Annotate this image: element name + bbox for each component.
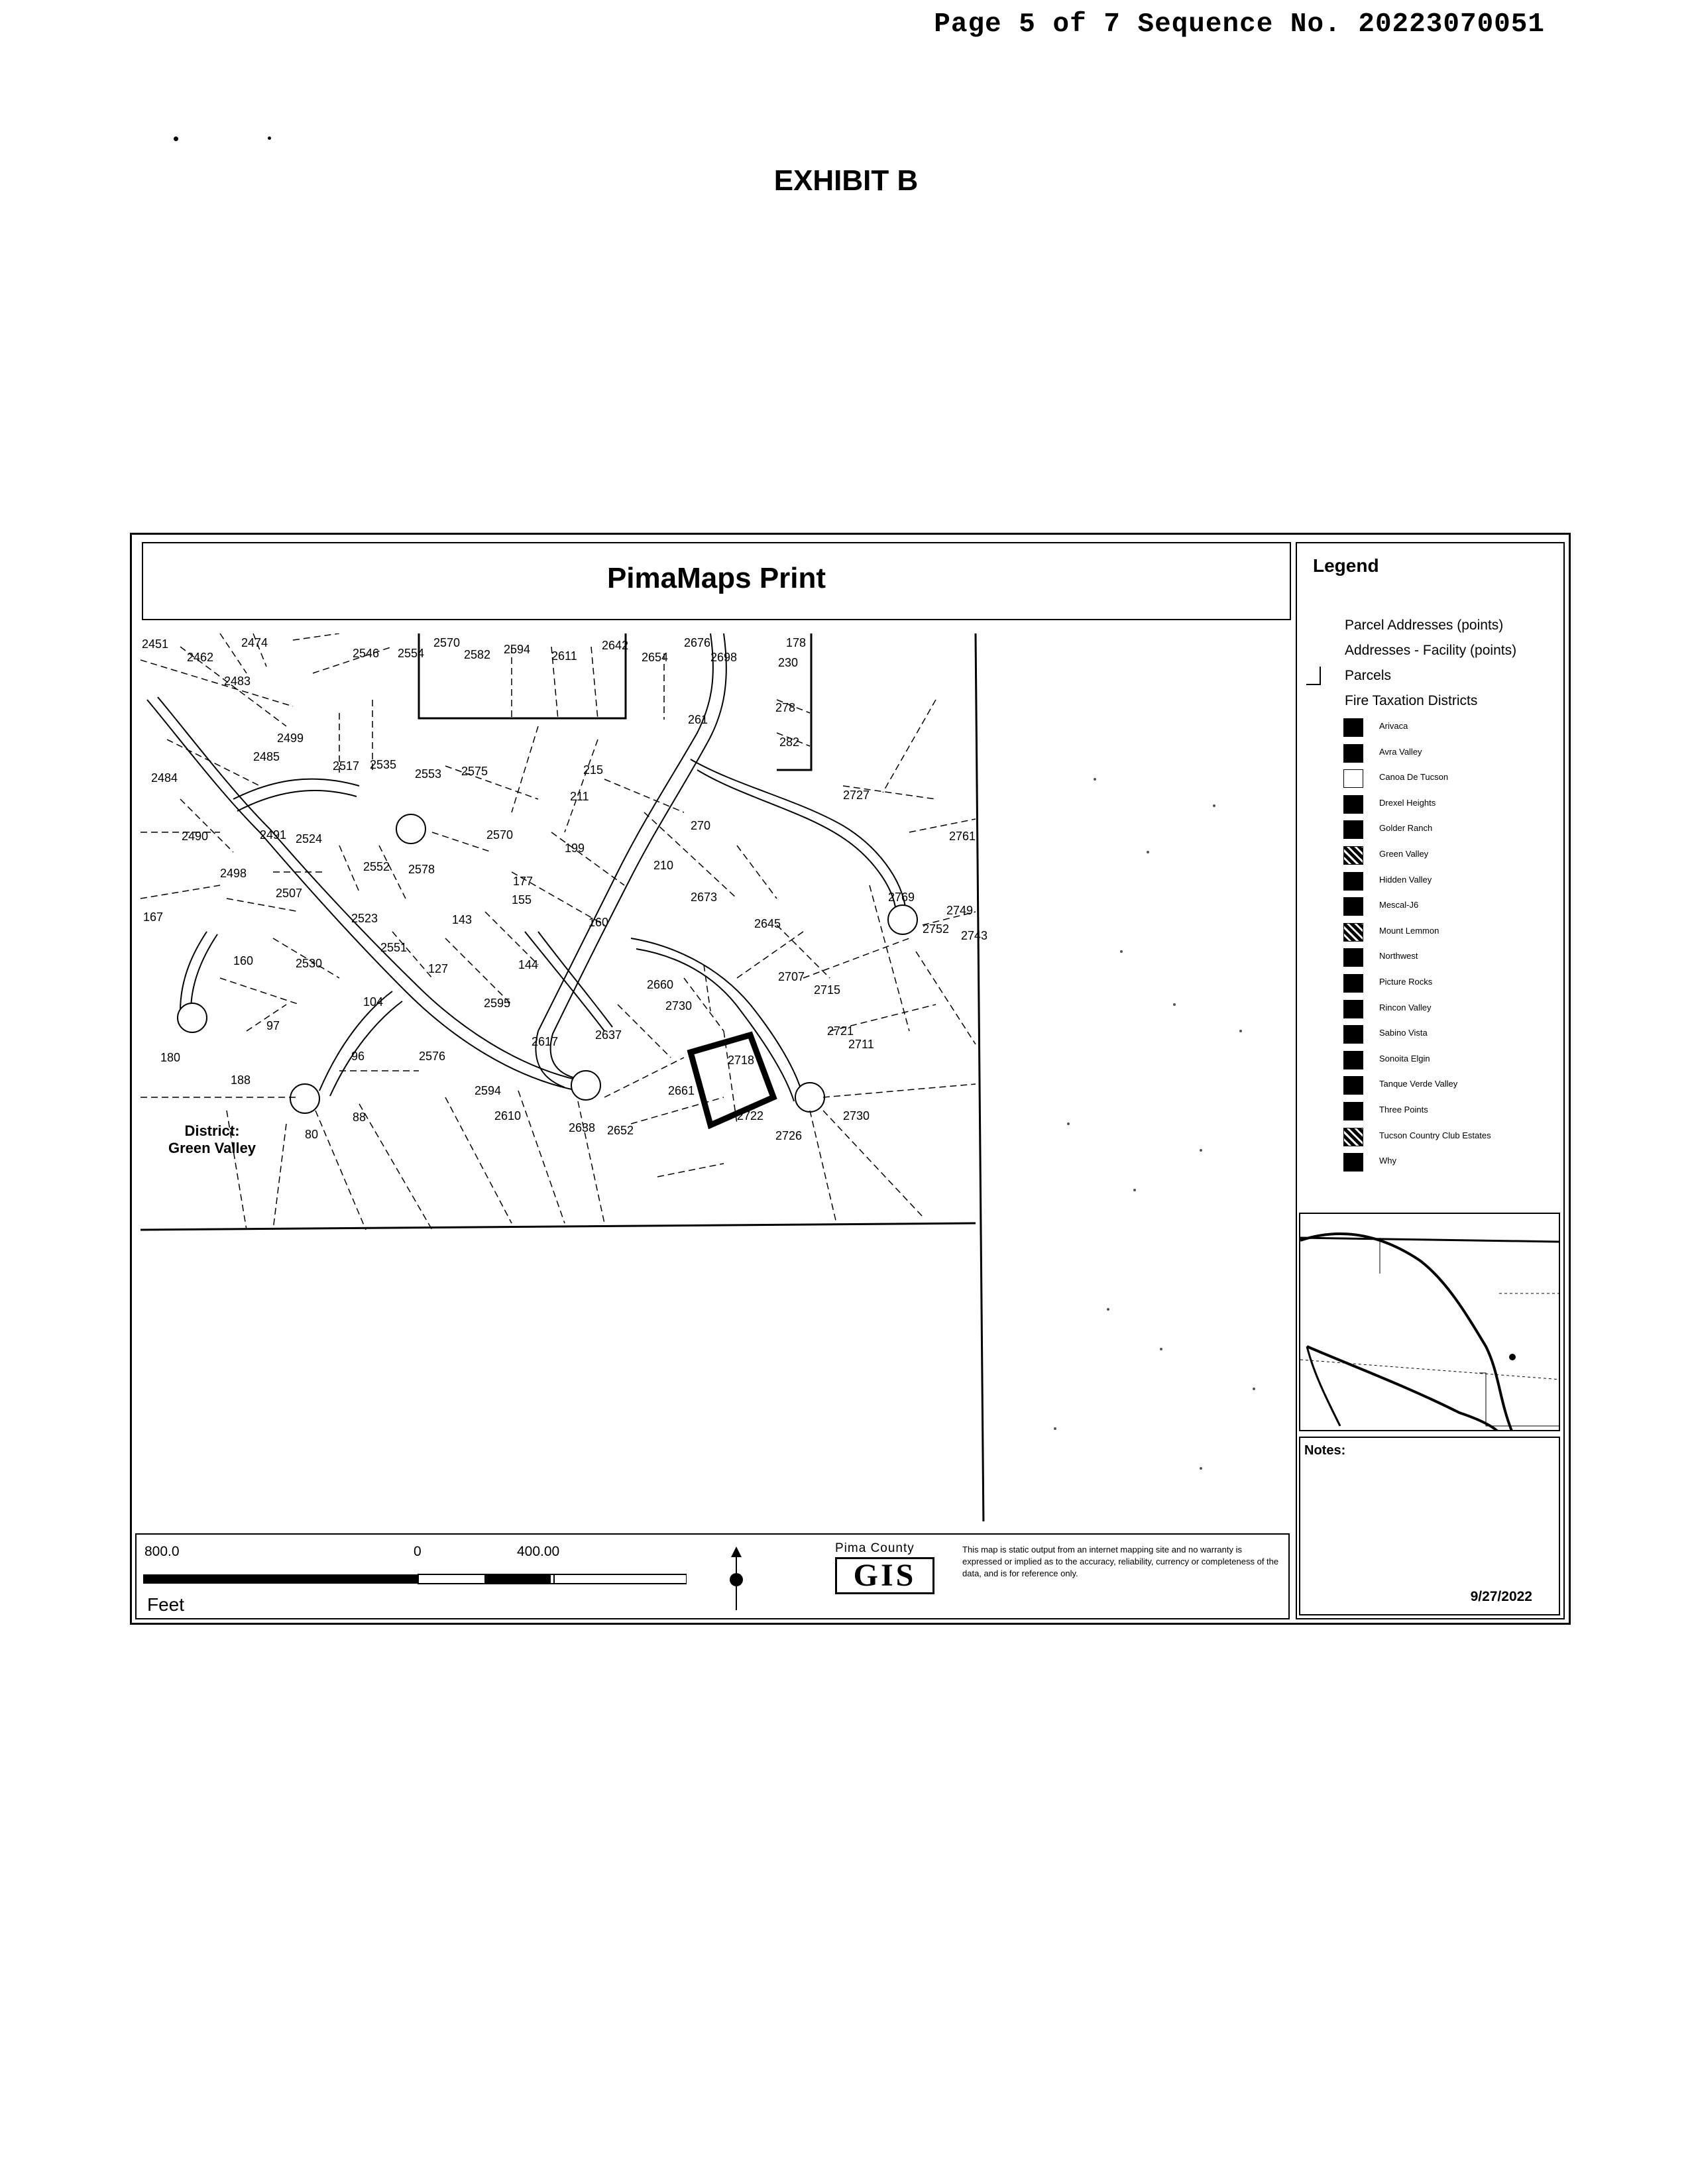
legend-item: [1343, 769, 1555, 788]
parcel-label-2769: 2769: [888, 891, 915, 904]
parcel-label-127: 127: [428, 962, 449, 975]
parcel-label-2530: 2530: [296, 957, 323, 970]
legend-item-label: Northwest: [1379, 951, 1418, 961]
parcel-label-2535: 2535: [370, 758, 397, 771]
parcel-label-2749: 2749: [946, 904, 974, 917]
scale-unit-label: Feet: [147, 1594, 185, 1615]
legend-item-label: Why: [1379, 1156, 1396, 1166]
parcel-label-144: 144: [518, 958, 539, 971]
parcel-label-180: 180: [160, 1051, 181, 1064]
raster-noise: [1054, 778, 1255, 1470]
exhibit-title: EXHIBIT B: [773, 164, 919, 197]
parcel-label-230: 230: [778, 656, 799, 669]
legend-item: [1343, 1153, 1555, 1172]
legend-item: [1343, 846, 1555, 865]
parcel-label-2554: 2554: [398, 647, 425, 660]
parcel-label-88: 88: [353, 1111, 367, 1124]
legend-swatch-icon: [1343, 974, 1363, 993]
legend-item: [1343, 923, 1555, 942]
parcel-label-282: 282: [779, 736, 800, 749]
parcel-label-2726: 2726: [775, 1129, 803, 1142]
district-label-line: District:: [184, 1122, 240, 1139]
legend-line: Parcels: [1345, 668, 1392, 683]
legend-swatch-icon: [1343, 872, 1363, 891]
notes-label: Notes:: [1304, 1443, 1346, 1458]
parcel-label-2661: 2661: [668, 1084, 695, 1097]
parcel-label-188: 188: [231, 1073, 251, 1087]
scale-bar-panel: [135, 1533, 1290, 1619]
parcel-label-2517: 2517: [333, 759, 360, 773]
scale-tick-label: 800.0: [144, 1544, 180, 1559]
legend-swatch-icon: [1343, 948, 1363, 967]
parcel-label-2638: 2638: [569, 1121, 596, 1134]
legend-item-label: Sonoita Elgin: [1379, 1053, 1430, 1064]
parcel-label-2718: 2718: [728, 1054, 755, 1067]
parcel-label-270: 270: [691, 819, 711, 832]
parcel-label-2507: 2507: [276, 887, 303, 900]
parcel-label-160: 160: [233, 954, 254, 967]
parcel-label-2761: 2761: [949, 830, 976, 843]
parcel-label-2721: 2721: [827, 1024, 854, 1038]
legend-swatch-icon: [1343, 1076, 1363, 1095]
legend-item-label: Sabino Vista: [1379, 1028, 1428, 1038]
parcel-label-2645: 2645: [754, 917, 781, 930]
legend-item-label: Rincon Valley: [1379, 1002, 1432, 1012]
map-extent-line: [976, 633, 984, 1521]
overview-map-canvas: [1300, 1214, 1560, 1431]
parcel-label-2727: 2727: [843, 789, 870, 802]
legend-item: [1343, 974, 1555, 993]
legend-item: [1343, 1051, 1555, 1069]
parcel-label-2652: 2652: [607, 1124, 634, 1137]
legend-item: [1343, 718, 1555, 737]
parcel-label-2595: 2595: [484, 997, 511, 1010]
legend-line: Fire Taxation Districts: [1345, 693, 1478, 708]
legend-item: [1343, 1000, 1555, 1018]
parcel-label-167: 167: [143, 910, 164, 924]
parcel-label-2582: 2582: [464, 648, 491, 661]
legend-item: [1343, 897, 1555, 916]
map-title-box: [142, 542, 1291, 620]
parcel-label-80: 80: [305, 1128, 319, 1141]
pima-county-gis-logo: [832, 1541, 938, 1608]
parcel-label-2451: 2451: [142, 637, 169, 651]
legend-swatch-icon: [1343, 744, 1363, 763]
print-date: 9/27/2022: [1470, 1589, 1532, 1604]
legend-swatch-icon: [1343, 1153, 1363, 1172]
parcel-label-2578: 2578: [408, 863, 435, 876]
parcel-label-2484: 2484: [151, 771, 178, 785]
parcel-label-210: 210: [653, 859, 674, 872]
parcel-label-2722: 2722: [737, 1109, 764, 1122]
parcel-label-96: 96: [351, 1050, 365, 1063]
parcel-label-97: 97: [266, 1019, 280, 1032]
legend-item-label: Mount Lemmon: [1379, 925, 1439, 936]
legend-item: [1343, 1128, 1555, 1146]
cul-de-sacs: [178, 814, 917, 1113]
parcel-label-2660: 2660: [647, 978, 674, 991]
map-title: PimaMaps Print: [606, 562, 826, 594]
scale-bar: [143, 1568, 687, 1594]
legend-swatch-icon: [1343, 923, 1363, 942]
district-label-line: Green Valley: [168, 1140, 256, 1156]
legend-item-label: Drexel Heights: [1379, 797, 1436, 808]
parcel-map[interactable]: [141, 633, 1284, 1521]
parcel-label-2730: 2730: [843, 1109, 870, 1122]
parcel-label-2715: 2715: [814, 983, 841, 997]
parcel-label-143: 143: [452, 913, 473, 926]
parcel-label-2617: 2617: [532, 1035, 559, 1048]
legend-swatch-icon: [1343, 1128, 1363, 1146]
legend-swatch-icon: [1343, 795, 1363, 814]
page-sequence-header: Page 5 of 7 Sequence No. 20223070051: [934, 9, 1545, 40]
legend-item-label: Picture Rocks: [1379, 977, 1433, 987]
parcel-label-2698: 2698: [710, 651, 738, 664]
legend-item: [1343, 1025, 1555, 1044]
parcel-label-215: 215: [583, 763, 604, 777]
legend-swatch-icon: [1343, 846, 1363, 865]
scan-mark: [268, 136, 271, 140]
parcel-label-2575: 2575: [461, 765, 488, 778]
legend-item-label: Green Valley: [1379, 849, 1429, 859]
legend-swatch-icon: [1343, 820, 1363, 839]
parcel-label-2730: 2730: [665, 999, 693, 1012]
parcel-label-2594: 2594: [475, 1084, 502, 1097]
parcel-label-2570: 2570: [433, 636, 461, 649]
legend-swatch-icon: [1343, 718, 1363, 737]
parcel-label-104: 104: [363, 995, 384, 1009]
parcel-label-261: 261: [688, 713, 708, 726]
legend-item: [1343, 948, 1555, 967]
parcel-label-2570: 2570: [486, 828, 514, 842]
legend-item-label: Avra Valley: [1379, 746, 1422, 757]
parcel-label-2676: 2676: [684, 636, 711, 649]
parcel-map-canvas: [141, 633, 1284, 1521]
legend-item: [1343, 1102, 1555, 1120]
legend-item-label: Tucson Country Club Estates: [1379, 1130, 1491, 1140]
parcel-label-278: 278: [775, 701, 796, 714]
parcel-label-2546: 2546: [353, 647, 380, 660]
legend-item: [1343, 872, 1555, 891]
parcel-label-2637: 2637: [595, 1028, 622, 1042]
parcel-label-2491: 2491: [260, 828, 287, 842]
legend-swatch-icon: [1343, 897, 1363, 916]
parcel-label-2711: 2711: [848, 1038, 874, 1051]
parcel-label-2462: 2462: [187, 651, 214, 664]
parcel-label-2553: 2553: [415, 767, 442, 781]
legend-swatch-icon: [1343, 1102, 1363, 1120]
parcel-label-2654: 2654: [642, 651, 669, 664]
parcel-label-2499: 2499: [277, 732, 304, 745]
parcel-label-2552: 2552: [363, 860, 390, 873]
map-disclaimer: This map is static output from an internet mapping site and no warranty is expressed or implied as to the accuracy, reliability, currency or completeness of the data, and is for reference only.: [962, 1545, 1279, 1578]
legend-line: Addresses - Facility (points): [1345, 643, 1517, 658]
legend-item: [1343, 1076, 1555, 1095]
legend-item-label: Tanque Verde Valley: [1379, 1079, 1458, 1089]
legend-item: [1343, 820, 1555, 839]
parcel-label-2483: 2483: [224, 675, 251, 688]
agency-name: Pima County: [835, 1541, 915, 1555]
legend-item-label: Golder Ranch: [1379, 823, 1433, 834]
district-label: [166, 1122, 258, 1157]
parcel-label-2611: 2611: [551, 649, 577, 663]
legend-title: Legend: [1313, 555, 1379, 576]
legend-swatch-icon: [1343, 1025, 1363, 1044]
legend-swatch-icon: [1343, 769, 1363, 788]
parcel-label-2610: 2610: [494, 1109, 522, 1122]
parcel-label-2524: 2524: [296, 832, 323, 846]
map-extent-line: [141, 1223, 976, 1230]
legend-swatch-icon: [1343, 1051, 1363, 1069]
parcel-label-2576: 2576: [419, 1050, 446, 1063]
scale-tick-label: 400.00: [517, 1544, 560, 1559]
north-arrow-icon: [723, 1547, 750, 1613]
notes-panel: [1299, 1437, 1560, 1615]
parcel-label-2673: 2673: [691, 891, 718, 904]
gis-logo-text: GIS: [835, 1557, 934, 1594]
legend-item-label: Canoa De Tucson: [1379, 772, 1449, 783]
parcel-label-178: 178: [786, 636, 807, 649]
parcels-swatch-icon: [1306, 667, 1321, 685]
legend-item-label: Mescal-J6: [1379, 900, 1419, 910]
parcel-label-211: 211: [570, 790, 589, 803]
overview-map[interactable]: [1299, 1213, 1560, 1431]
scale-tick-label: 0: [414, 1544, 422, 1559]
parcel-label-177: 177: [513, 875, 534, 888]
legend-item-label: Three Points: [1379, 1105, 1428, 1115]
legend-item: [1343, 744, 1555, 763]
parcel-label-2523: 2523: [351, 912, 378, 925]
parcel-label-2551: 2551: [380, 941, 408, 954]
parcel-label-199: 199: [565, 842, 585, 855]
parcel-label-2490: 2490: [182, 830, 209, 843]
parcel-label-155: 155: [512, 893, 532, 906]
parcel-label-2752: 2752: [923, 922, 950, 936]
parcel-label-2498: 2498: [220, 867, 247, 880]
parcel-label-2594: 2594: [504, 643, 531, 656]
scan-mark: [174, 136, 178, 141]
legend-item: [1343, 795, 1555, 814]
parcel-label-160: 160: [589, 916, 609, 929]
legend-item-label: Arivaca: [1379, 721, 1408, 731]
parcel-label-2743: 2743: [961, 929, 988, 942]
parcel-label-2474: 2474: [241, 636, 268, 649]
parcel-label-2485: 2485: [253, 750, 280, 763]
legend-swatch-icon: [1343, 1000, 1363, 1018]
legend-line: Parcel Addresses (points): [1345, 618, 1504, 633]
parcel-lines: [141, 633, 976, 1230]
legend-item-label: Hidden Valley: [1379, 874, 1432, 885]
parcel-label-2707: 2707: [778, 970, 805, 983]
parcel-label-2642: 2642: [602, 639, 629, 652]
